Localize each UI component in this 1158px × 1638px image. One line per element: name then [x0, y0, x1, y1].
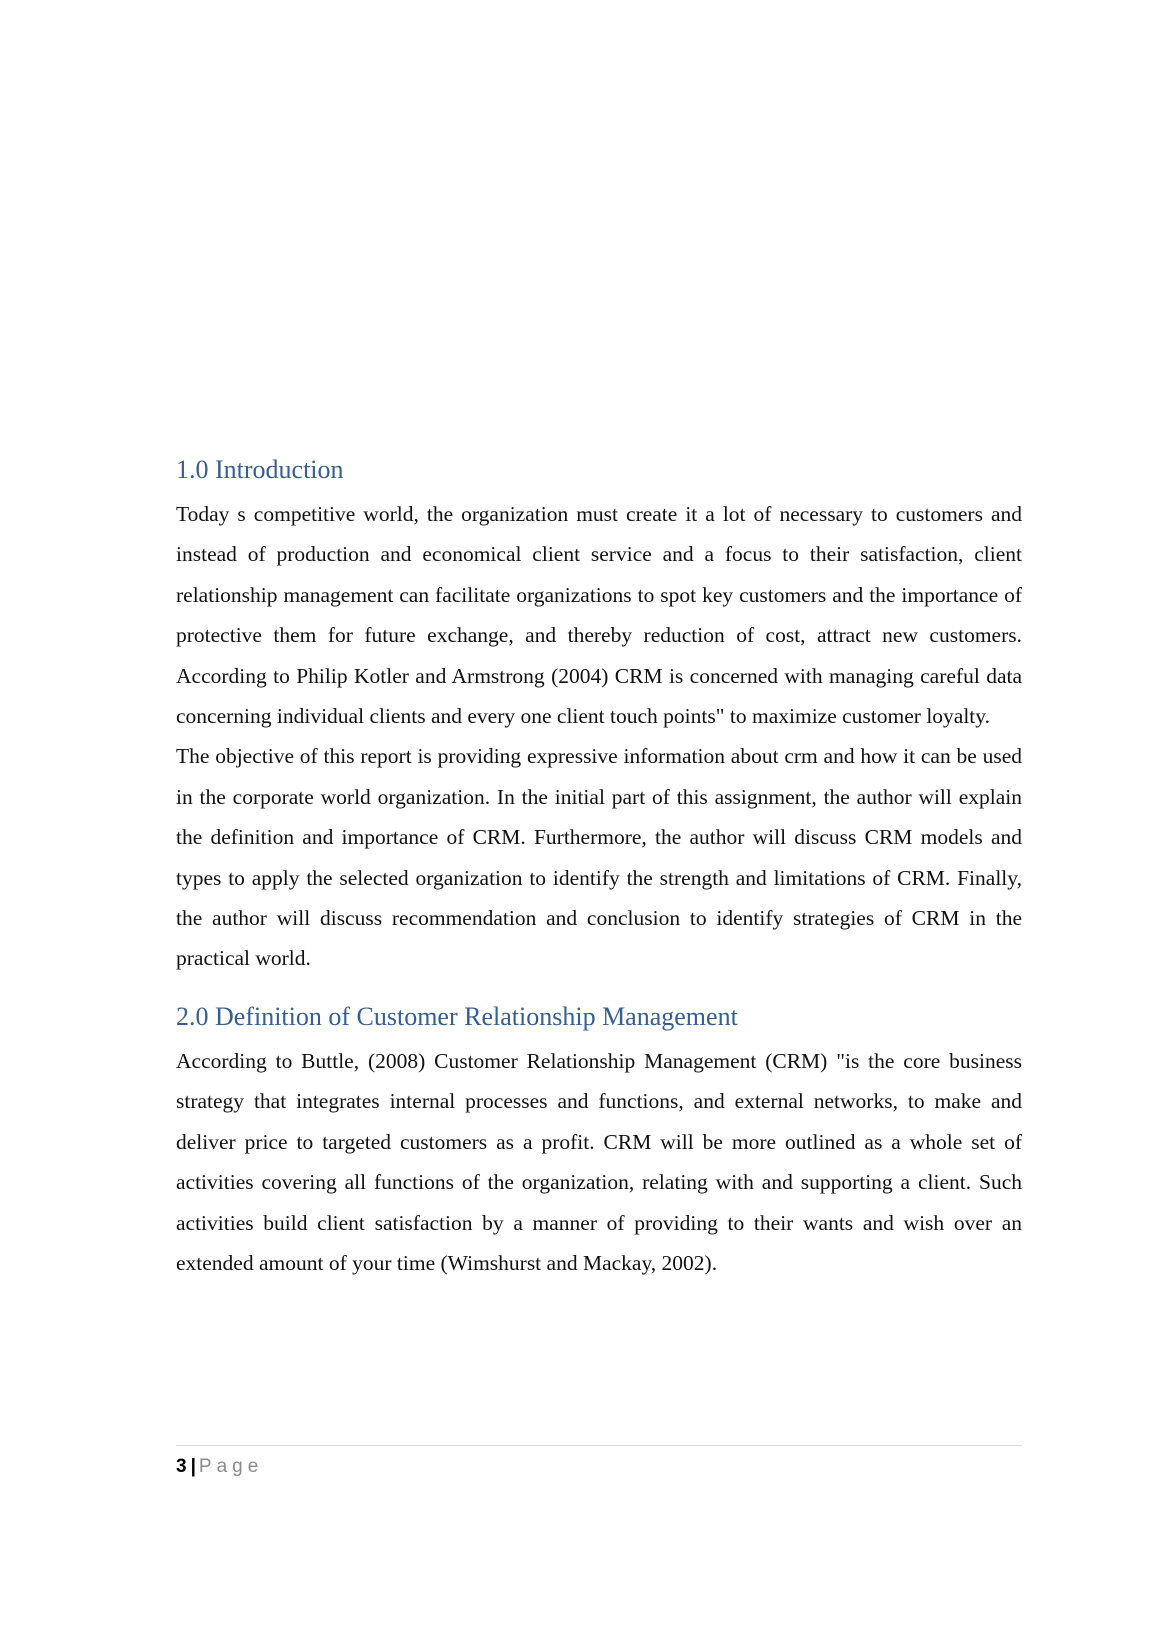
section-heading-definition: 2.0 Definition of Customer Relationship Management: [176, 1001, 738, 1031]
introduction-paragraph-2: The objective of this report is providing expressive information about crm and how it can be used in the corporate world organization. In the initial part of this assignment, the author will explain the definition and importance of CRM. Furthermore, the author will discuss CRM models and types to apply the selected organization to identify the strength and limitations of CRM. Finally, the author will discuss recommendation and conclusion to identify strategies of CRM in the practical world.: [176, 744, 1022, 971]
page-content: [176, 452, 1022, 1283]
page-footer: [176, 1445, 1022, 1478]
section-heading-introduction: 1.0 Introduction: [176, 455, 344, 484]
page-number: 3: [176, 1456, 187, 1477]
introduction-paragraph-1: Today s competitive world, the organization must create it a lot of necessary to customers and instead of production and economical client service and a focus to their satisfaction, client relationship management can facilitate organizations to spot key customers and the importance of protective them for future exchange, and thereby reduction of cost, attract new customers. According to Philip Kotler and Armstrong (2004) CRM is concerned with managing careful data concerning individual clients and every one client touch points" to maximize customer loyalty.: [176, 502, 1022, 729]
definition-paragraph-1: According to Buttle, (2008) Customer Relationship Management (CRM) "is the core business strategy that integrates internal processes and functions, and external networks, to make and deliver price to targeted customers as a profit. CRM will be more outlined as a whole set of activities covering all functions of the organization, relating with and supporting a client. Such activities build client satisfaction by a manner of providing to their wants and wish over an extended amount of your time (Wimshurst and Mackay, 2002).: [176, 1048, 1022, 1275]
page-label: Page: [198, 1456, 264, 1477]
footer-separator: |: [190, 1456, 196, 1477]
